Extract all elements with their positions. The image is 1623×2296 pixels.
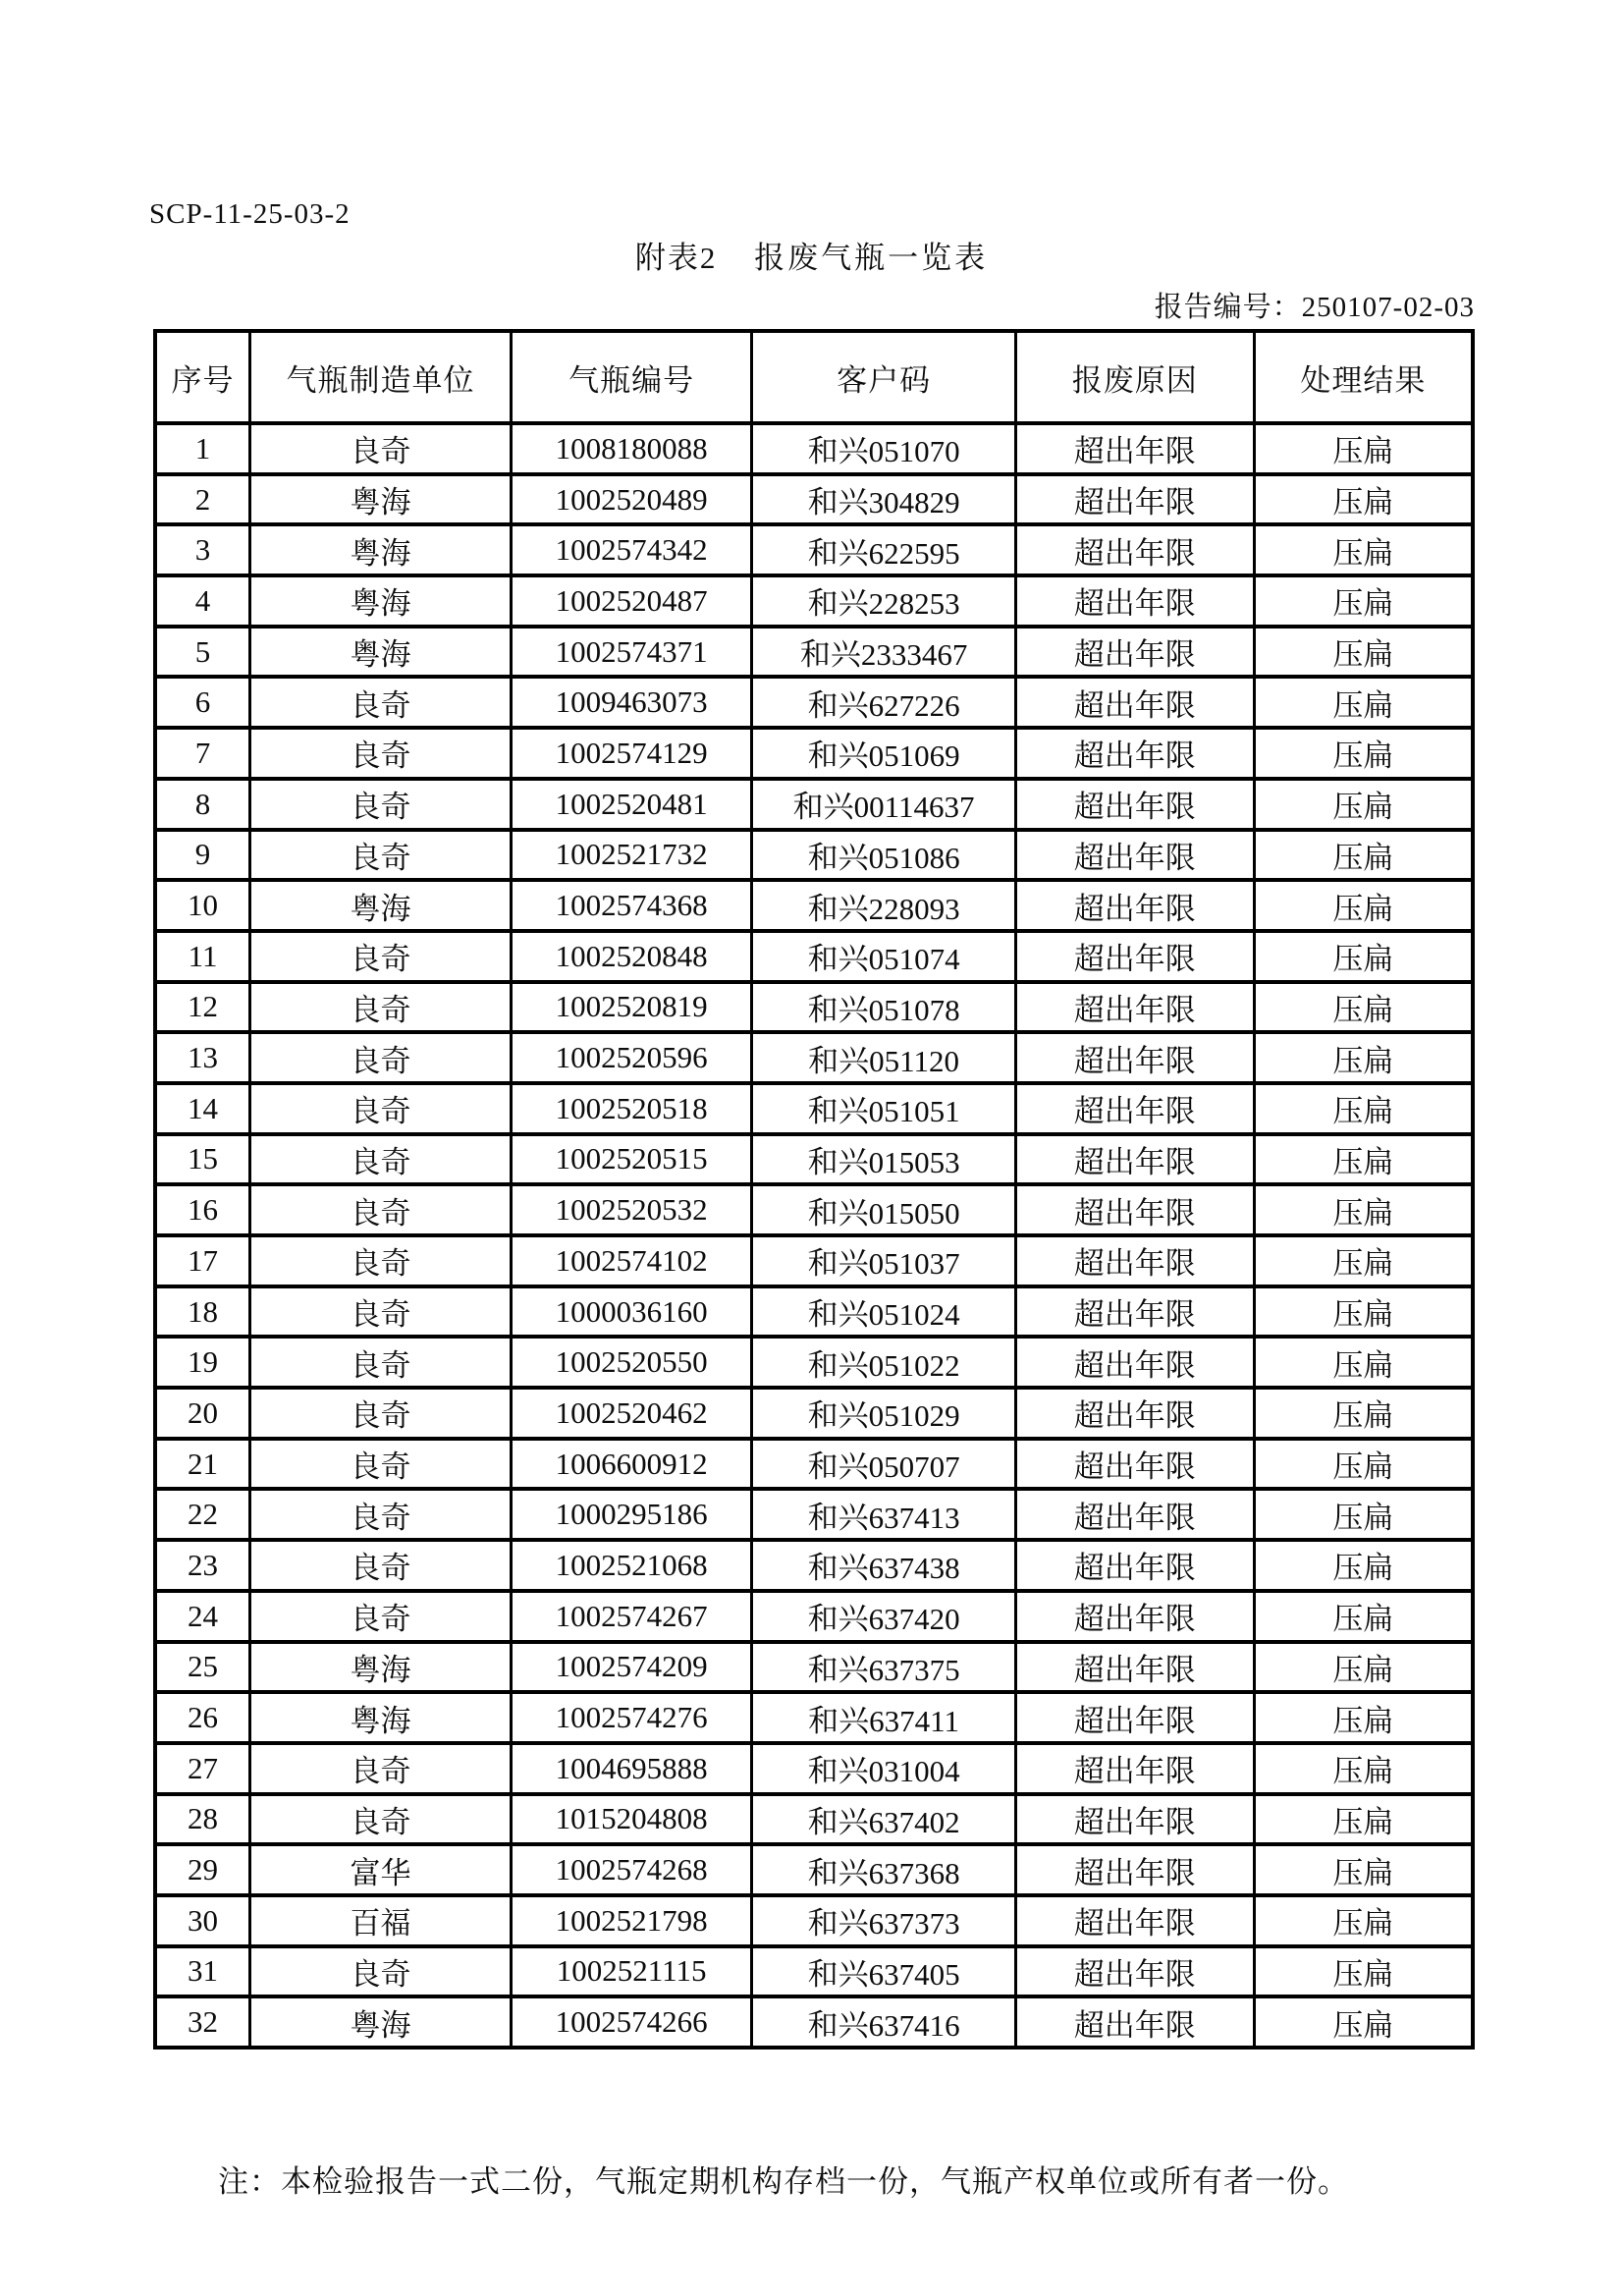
cell-cylno: 1002574276 xyxy=(511,1692,752,1743)
cell-cylno: 1002574209 xyxy=(511,1642,752,1693)
column-header-reason: 报废原因 xyxy=(1015,331,1254,423)
table-row xyxy=(155,1692,1473,1743)
cell-cylno: 1002520487 xyxy=(511,575,752,627)
cell-cust: 和兴637402 xyxy=(752,1794,1015,1845)
table-body xyxy=(155,423,1473,2048)
cell-maker: 良奇 xyxy=(250,982,512,1033)
cell-reason: 超出年限 xyxy=(1015,1439,1254,1490)
cell-seq: 8 xyxy=(155,779,250,830)
cell-maker: 良奇 xyxy=(250,1235,512,1286)
report-number xyxy=(1155,285,1475,325)
table-row xyxy=(155,575,1473,627)
cell-result: 压扁 xyxy=(1254,931,1473,982)
cell-maker: 粤海 xyxy=(250,627,512,678)
cell-cylno: 1002520848 xyxy=(511,931,752,982)
cell-seq: 26 xyxy=(155,1692,250,1743)
cell-cylno: 1002521068 xyxy=(511,1540,752,1591)
cell-cust: 和兴637438 xyxy=(752,1540,1015,1591)
cell-cylno: 1000295186 xyxy=(511,1489,752,1540)
cell-cust: 和兴228093 xyxy=(752,880,1015,931)
cell-cylno: 1009463073 xyxy=(511,677,752,728)
cell-reason: 超出年限 xyxy=(1015,830,1254,881)
cell-reason: 超出年限 xyxy=(1015,1388,1254,1439)
table-row xyxy=(155,627,1473,678)
cell-reason: 超出年限 xyxy=(1015,1337,1254,1388)
table-row xyxy=(155,880,1473,931)
cell-cylno: 1002520462 xyxy=(511,1388,752,1439)
cell-seq: 13 xyxy=(155,1032,250,1083)
table-row xyxy=(155,728,1473,779)
cell-reason: 超出年限 xyxy=(1015,1946,1254,1997)
cell-cylno: 1002574268 xyxy=(511,1844,752,1895)
cell-seq: 10 xyxy=(155,880,250,931)
table-row xyxy=(155,1591,1473,1642)
column-header-seq: 序号 xyxy=(155,331,250,423)
cell-reason: 超出年限 xyxy=(1015,1540,1254,1591)
cell-cust: 和兴637405 xyxy=(752,1946,1015,1997)
table-row xyxy=(155,677,1473,728)
cell-cust: 和兴637373 xyxy=(752,1895,1015,1946)
table-row xyxy=(155,1439,1473,1490)
cell-seq: 18 xyxy=(155,1286,250,1338)
table-row xyxy=(155,524,1473,575)
cell-cylno: 1002521732 xyxy=(511,830,752,881)
cell-cust: 和兴637413 xyxy=(752,1489,1015,1540)
cell-maker: 良奇 xyxy=(250,677,512,728)
table-row xyxy=(155,830,1473,881)
cell-maker: 良奇 xyxy=(250,423,512,474)
cell-cust: 和兴637375 xyxy=(752,1642,1015,1693)
cell-result: 压扁 xyxy=(1254,575,1473,627)
cell-cylno: 1002520550 xyxy=(511,1337,752,1388)
cell-result: 压扁 xyxy=(1254,524,1473,575)
cell-result: 压扁 xyxy=(1254,1489,1473,1540)
cell-reason: 超出年限 xyxy=(1015,524,1254,575)
table-row xyxy=(155,779,1473,830)
cell-seq: 6 xyxy=(155,677,250,728)
cell-cust: 和兴637416 xyxy=(752,1996,1015,2048)
table-row xyxy=(155,982,1473,1033)
cell-seq: 12 xyxy=(155,982,250,1033)
table-row xyxy=(155,1996,1473,2048)
cell-cylno: 1002520489 xyxy=(511,474,752,525)
cell-reason: 超出年限 xyxy=(1015,1235,1254,1286)
cell-cylno: 1002520515 xyxy=(511,1134,752,1185)
cell-cylno: 1002574266 xyxy=(511,1996,752,2048)
cell-seq: 30 xyxy=(155,1895,250,1946)
cell-cylno: 1002574342 xyxy=(511,524,752,575)
cell-cust: 和兴637420 xyxy=(752,1591,1015,1642)
table-row xyxy=(155,423,1473,474)
cell-result: 压扁 xyxy=(1254,779,1473,830)
cell-maker: 良奇 xyxy=(250,1083,512,1134)
cell-reason: 超出年限 xyxy=(1015,1642,1254,1693)
cell-seq: 3 xyxy=(155,524,250,575)
cell-maker: 富华 xyxy=(250,1844,512,1895)
table-row xyxy=(155,931,1473,982)
table-row xyxy=(155,1286,1473,1338)
cell-reason: 超出年限 xyxy=(1015,575,1254,627)
cell-result: 压扁 xyxy=(1254,423,1473,474)
cell-reason: 超出年限 xyxy=(1015,728,1254,779)
cell-cust: 和兴228253 xyxy=(752,575,1015,627)
cell-maker: 粤海 xyxy=(250,1692,512,1743)
cell-reason: 超出年限 xyxy=(1015,677,1254,728)
cell-reason: 超出年限 xyxy=(1015,1489,1254,1540)
cell-maker: 良奇 xyxy=(250,1591,512,1642)
cell-reason: 超出年限 xyxy=(1015,1184,1254,1235)
cell-cust: 和兴051086 xyxy=(752,830,1015,881)
cell-reason: 超出年限 xyxy=(1015,1794,1254,1845)
cell-cust: 和兴051024 xyxy=(752,1286,1015,1338)
table-row xyxy=(155,1032,1473,1083)
cell-result: 压扁 xyxy=(1254,1946,1473,1997)
table-row xyxy=(155,1184,1473,1235)
cell-seq: 19 xyxy=(155,1337,250,1388)
cell-result: 压扁 xyxy=(1254,474,1473,525)
cell-cylno: 1002521115 xyxy=(511,1946,752,1997)
cell-cylno: 1000036160 xyxy=(511,1286,752,1338)
table-row xyxy=(155,1388,1473,1439)
table-header-row xyxy=(155,331,1473,423)
cell-cylno: 1002520819 xyxy=(511,982,752,1033)
cell-seq: 9 xyxy=(155,830,250,881)
table-row xyxy=(155,1946,1473,1997)
cell-cust: 和兴622595 xyxy=(752,524,1015,575)
column-header-cust: 客户码 xyxy=(752,331,1015,423)
cell-cust: 和兴015053 xyxy=(752,1134,1015,1185)
cell-cust: 和兴627226 xyxy=(752,677,1015,728)
cell-result: 压扁 xyxy=(1254,1996,1473,2048)
cell-reason: 超出年限 xyxy=(1015,1591,1254,1642)
cell-maker: 粤海 xyxy=(250,1996,512,2048)
cell-maker: 良奇 xyxy=(250,1743,512,1794)
cell-reason: 超出年限 xyxy=(1015,474,1254,525)
cell-reason: 超出年限 xyxy=(1015,1692,1254,1743)
table-row xyxy=(155,1794,1473,1845)
cell-seq: 21 xyxy=(155,1439,250,1490)
cell-reason: 超出年限 xyxy=(1015,423,1254,474)
cell-maker: 良奇 xyxy=(250,779,512,830)
cell-seq: 14 xyxy=(155,1083,250,1134)
cell-maker: 良奇 xyxy=(250,1794,512,1845)
cell-cylno: 1015204808 xyxy=(511,1794,752,1845)
cell-cust: 和兴2333467 xyxy=(752,627,1015,678)
title-prefix: 附表2 xyxy=(634,241,718,275)
page-title xyxy=(0,233,1623,277)
cell-cust: 和兴051022 xyxy=(752,1337,1015,1388)
cell-result: 压扁 xyxy=(1254,1032,1473,1083)
cell-cylno: 1002520596 xyxy=(511,1032,752,1083)
cell-result: 压扁 xyxy=(1254,627,1473,678)
cell-result: 压扁 xyxy=(1254,1388,1473,1439)
cell-reason: 超出年限 xyxy=(1015,1996,1254,2048)
doc-code: SCP-11-25-03-2 xyxy=(149,198,351,230)
cell-seq: 32 xyxy=(155,1996,250,2048)
cell-maker: 良奇 xyxy=(250,1286,512,1338)
scrapped-cylinders-table xyxy=(153,329,1475,2050)
cell-cylno: 1002520518 xyxy=(511,1083,752,1134)
cell-seq: 28 xyxy=(155,1794,250,1845)
cell-seq: 25 xyxy=(155,1642,250,1693)
cell-seq: 16 xyxy=(155,1184,250,1235)
cell-reason: 超出年限 xyxy=(1015,880,1254,931)
cell-seq: 7 xyxy=(155,728,250,779)
cell-result: 压扁 xyxy=(1254,1591,1473,1642)
cell-cust: 和兴637411 xyxy=(752,1692,1015,1743)
cell-result: 压扁 xyxy=(1254,1540,1473,1591)
cell-maker: 粤海 xyxy=(250,880,512,931)
table-row xyxy=(155,1895,1473,1946)
cell-maker: 良奇 xyxy=(250,1540,512,1591)
cell-result: 压扁 xyxy=(1254,1743,1473,1794)
cell-maker: 粤海 xyxy=(250,474,512,525)
table-row xyxy=(155,1134,1473,1185)
table-row xyxy=(155,1743,1473,1794)
cell-cust: 和兴051120 xyxy=(752,1032,1015,1083)
cell-maker: 粤海 xyxy=(250,1642,512,1693)
cell-result: 压扁 xyxy=(1254,1642,1473,1693)
cell-cylno: 1008180088 xyxy=(511,423,752,474)
column-header-cylno: 气瓶编号 xyxy=(511,331,752,423)
cell-seq: 5 xyxy=(155,627,250,678)
cell-maker: 良奇 xyxy=(250,1439,512,1490)
title-main: 报废气瓶一览表 xyxy=(754,241,989,275)
cell-seq: 15 xyxy=(155,1134,250,1185)
cell-reason: 超出年限 xyxy=(1015,627,1254,678)
cell-reason: 超出年限 xyxy=(1015,1134,1254,1185)
cell-cust: 和兴031004 xyxy=(752,1743,1015,1794)
cell-cylno: 1002520481 xyxy=(511,779,752,830)
cell-seq: 22 xyxy=(155,1489,250,1540)
cell-result: 压扁 xyxy=(1254,677,1473,728)
cell-maker: 良奇 xyxy=(250,1388,512,1439)
cell-result: 压扁 xyxy=(1254,830,1473,881)
cell-cylno: 1002574102 xyxy=(511,1235,752,1286)
cell-result: 压扁 xyxy=(1254,1844,1473,1895)
cell-maker: 百福 xyxy=(250,1895,512,1946)
cell-cylno: 1002520532 xyxy=(511,1184,752,1235)
table-row xyxy=(155,474,1473,525)
cell-seq: 29 xyxy=(155,1844,250,1895)
cell-seq: 31 xyxy=(155,1946,250,1997)
cell-maker: 粤海 xyxy=(250,575,512,627)
cell-cylno: 1002574267 xyxy=(511,1591,752,1642)
cell-reason: 超出年限 xyxy=(1015,1844,1254,1895)
cell-reason: 超出年限 xyxy=(1015,1286,1254,1338)
table-row xyxy=(155,1083,1473,1134)
cell-cylno: 1002574368 xyxy=(511,880,752,931)
cell-seq: 24 xyxy=(155,1591,250,1642)
cell-cust: 和兴051029 xyxy=(752,1388,1015,1439)
cell-cust: 和兴051070 xyxy=(752,423,1015,474)
cell-result: 压扁 xyxy=(1254,1692,1473,1743)
cell-cust: 和兴051078 xyxy=(752,982,1015,1033)
cell-cylno: 1004695888 xyxy=(511,1743,752,1794)
footnote: 注：本检验报告一式二份，气瓶定期机构存档一份，气瓶产权单位或所有者一份。 xyxy=(218,2164,1349,2199)
cell-seq: 23 xyxy=(155,1540,250,1591)
cell-seq: 17 xyxy=(155,1235,250,1286)
cell-cust: 和兴015050 xyxy=(752,1184,1015,1235)
cell-maker: 良奇 xyxy=(250,931,512,982)
cell-reason: 超出年限 xyxy=(1015,1032,1254,1083)
cell-seq: 1 xyxy=(155,423,250,474)
cell-maker: 良奇 xyxy=(250,830,512,881)
cell-result: 压扁 xyxy=(1254,1337,1473,1388)
cell-seq: 27 xyxy=(155,1743,250,1794)
cell-maker: 粤海 xyxy=(250,524,512,575)
table-row xyxy=(155,1642,1473,1693)
cell-maker: 良奇 xyxy=(250,1134,512,1185)
cell-cust: 和兴051037 xyxy=(752,1235,1015,1286)
cell-cust: 和兴637368 xyxy=(752,1844,1015,1895)
cell-cust: 和兴051051 xyxy=(752,1083,1015,1134)
table-row xyxy=(155,1235,1473,1286)
cell-cust: 和兴050707 xyxy=(752,1439,1015,1490)
cell-result: 压扁 xyxy=(1254,1895,1473,1946)
cell-reason: 超出年限 xyxy=(1015,982,1254,1033)
report-number-label: 报告编号： xyxy=(1154,292,1302,323)
cell-cust: 和兴051074 xyxy=(752,931,1015,982)
cell-cylno: 1002574129 xyxy=(511,728,752,779)
cell-reason: 超出年限 xyxy=(1015,779,1254,830)
table-row xyxy=(155,1540,1473,1591)
cell-cylno: 1002521798 xyxy=(511,1895,752,1946)
table-row xyxy=(155,1489,1473,1540)
cell-maker: 良奇 xyxy=(250,1032,512,1083)
column-header-maker: 气瓶制造单位 xyxy=(250,331,512,423)
cell-cylno: 1002574371 xyxy=(511,627,752,678)
cell-result: 压扁 xyxy=(1254,1235,1473,1286)
cell-maker: 良奇 xyxy=(250,728,512,779)
cell-result: 压扁 xyxy=(1254,880,1473,931)
cell-maker: 良奇 xyxy=(250,1946,512,1997)
cell-maker: 良奇 xyxy=(250,1184,512,1235)
cell-result: 压扁 xyxy=(1254,728,1473,779)
cell-result: 压扁 xyxy=(1254,1184,1473,1235)
report-number-value: 250107-02-03 xyxy=(1301,292,1475,323)
column-header-result: 处理结果 xyxy=(1254,331,1473,423)
cell-reason: 超出年限 xyxy=(1015,1895,1254,1946)
cell-maker: 良奇 xyxy=(250,1337,512,1388)
cell-reason: 超出年限 xyxy=(1015,931,1254,982)
cell-cust: 和兴00114637 xyxy=(752,779,1015,830)
cell-result: 压扁 xyxy=(1254,1134,1473,1185)
cell-result: 压扁 xyxy=(1254,1083,1473,1134)
cell-seq: 11 xyxy=(155,931,250,982)
cell-seq: 20 xyxy=(155,1388,250,1439)
cell-cust: 和兴304829 xyxy=(752,474,1015,525)
cell-reason: 超出年限 xyxy=(1015,1743,1254,1794)
cell-reason: 超出年限 xyxy=(1015,1083,1254,1134)
cell-cust: 和兴051069 xyxy=(752,728,1015,779)
table-row xyxy=(155,1844,1473,1895)
cell-result: 压扁 xyxy=(1254,982,1473,1033)
cell-result: 压扁 xyxy=(1254,1794,1473,1845)
cell-seq: 4 xyxy=(155,575,250,627)
cell-cylno: 1006600912 xyxy=(511,1439,752,1490)
table-row xyxy=(155,1337,1473,1388)
cell-seq: 2 xyxy=(155,474,250,525)
cell-result: 压扁 xyxy=(1254,1286,1473,1338)
cell-maker: 良奇 xyxy=(250,1489,512,1540)
cell-result: 压扁 xyxy=(1254,1439,1473,1490)
